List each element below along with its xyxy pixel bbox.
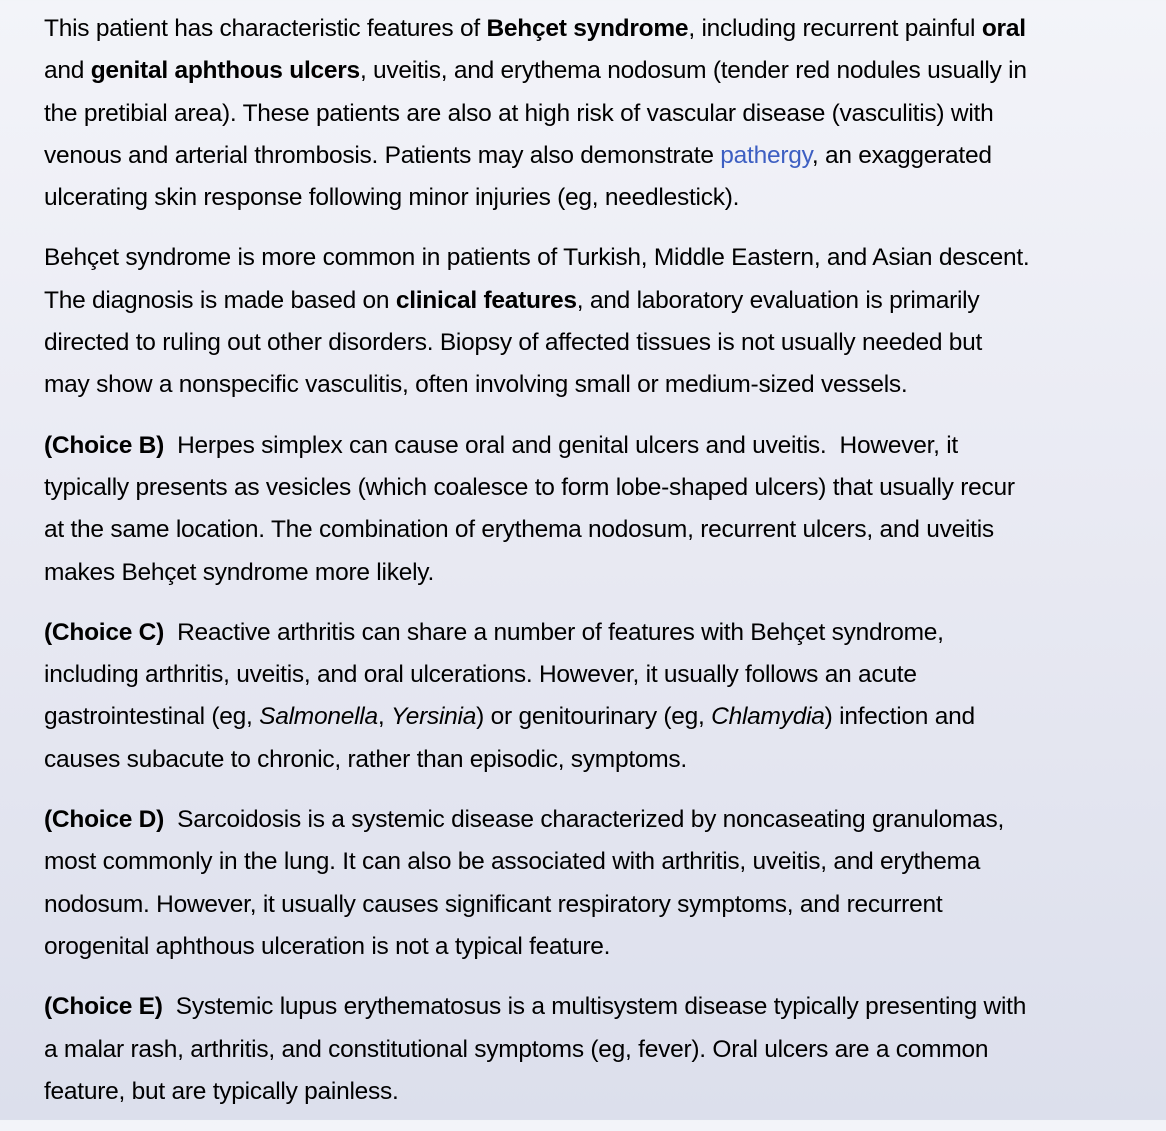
text-line: (Choice B) Herpes simplex can cause oral and genital ulcers and uveitis. However, it (44, 431, 958, 459)
bold-term: clinical features (395, 286, 577, 314)
text-line: (Choice E) Systemic lupus erythematosus is a multisystem disease typically presenting with (44, 993, 1027, 1021)
choice-b-label: (Choice B) (44, 431, 164, 459)
paragraph-epidemiology (44, 237, 1144, 406)
text-line: venous and arterial thrombosis. Patients may also demonstrate pathergy, an exaggerated (44, 141, 992, 169)
paragraph-choice-c (44, 612, 1144, 781)
text-line: gastrointestinal (eg, Salmonella, Yersinia) or genitourinary (eg, Chlamydia) infection and (44, 703, 975, 731)
choice-d-label: (Choice D) (44, 806, 164, 834)
bold-term: genital aphthous ulcers (90, 57, 360, 85)
choice-e-label: (Choice E) (44, 993, 163, 1021)
text-line: directed to ruling out other disorders. Biopsy of affected tissues is not usually needed but (44, 329, 983, 357)
text-line: (Choice C) Reactive arthritis can share a number of features with Behçet syndrome, (44, 618, 944, 646)
text-line: ulcerating skin response following minor injuries (eg, needlestick). (44, 184, 740, 212)
text-line: nodosum. However, it usually causes significant respiratory symptoms, and recurrent (44, 890, 943, 918)
organism-name: Salmonella (259, 703, 378, 731)
text-line: feature, but are typically painless. (44, 1077, 399, 1105)
paragraph-choice-e (44, 986, 1144, 1113)
paragraph-choice-d (44, 799, 1144, 968)
text-line: This patient has characteristic features of Behçet syndrome, including recurrent painful oral (44, 15, 1026, 42)
text-line: most commonly in the lung. It can also be associated with arthritis, uveitis, and erythema (44, 848, 981, 876)
text-line: orogenital aphthous ulceration is not a typical feature. (44, 932, 611, 960)
text-line: typically presents as vesicles (which coalesce to form lobe-shaped ulcers) that usually recur (44, 473, 1015, 501)
text-line: may show a nonspecific vasculitis, often involving small or medium-sized vessels. (44, 371, 908, 399)
text-line: at the same location. The combination of erythema nodosum, recurrent ulcers, and uveitis (44, 516, 994, 544)
text-line: a malar rash, arthritis, and constitutional symptoms (eg, fever). Oral ulcers are a common (44, 1035, 989, 1063)
paragraph-diagnosis (44, 8, 1144, 219)
pathergy-link[interactable]: pathergy (720, 141, 812, 169)
text-line: (Choice D) Sarcoidosis is a systemic disease characterized by noncaseating granulomas, (44, 806, 1005, 834)
bold-term: oral (981, 15, 1026, 42)
organism-name: Chlamydia (711, 703, 825, 731)
text-line: and genital aphthous ulcers, uveitis, and erythema nodosum (tender red nodules usually in (44, 57, 1027, 85)
text-line: The diagnosis is made based on clinical features, and laboratory evaluation is primarily (44, 286, 980, 314)
text-line: causes subacute to chronic, rather than episodic, symptoms. (44, 745, 687, 773)
organism-name: Yersinia (390, 703, 477, 731)
paragraph-choice-b (44, 425, 1144, 594)
bold-term: Behçet syndrome (486, 15, 689, 42)
text-line: including arthritis, uveitis, and oral ulcerations. However, it usually follows an acute (44, 661, 917, 689)
text-line: makes Behçet syndrome more likely. (44, 558, 434, 586)
text-line: Behçet syndrome is more common in patients of Turkish, Middle Eastern, and Asian descent. (44, 244, 1030, 272)
text-line: the pretibial area). These patients are also at high risk of vascular disease (vasculitis) with (44, 99, 994, 127)
explanation-body (44, 8, 1144, 1131)
choice-c-label: (Choice C) (44, 618, 164, 646)
